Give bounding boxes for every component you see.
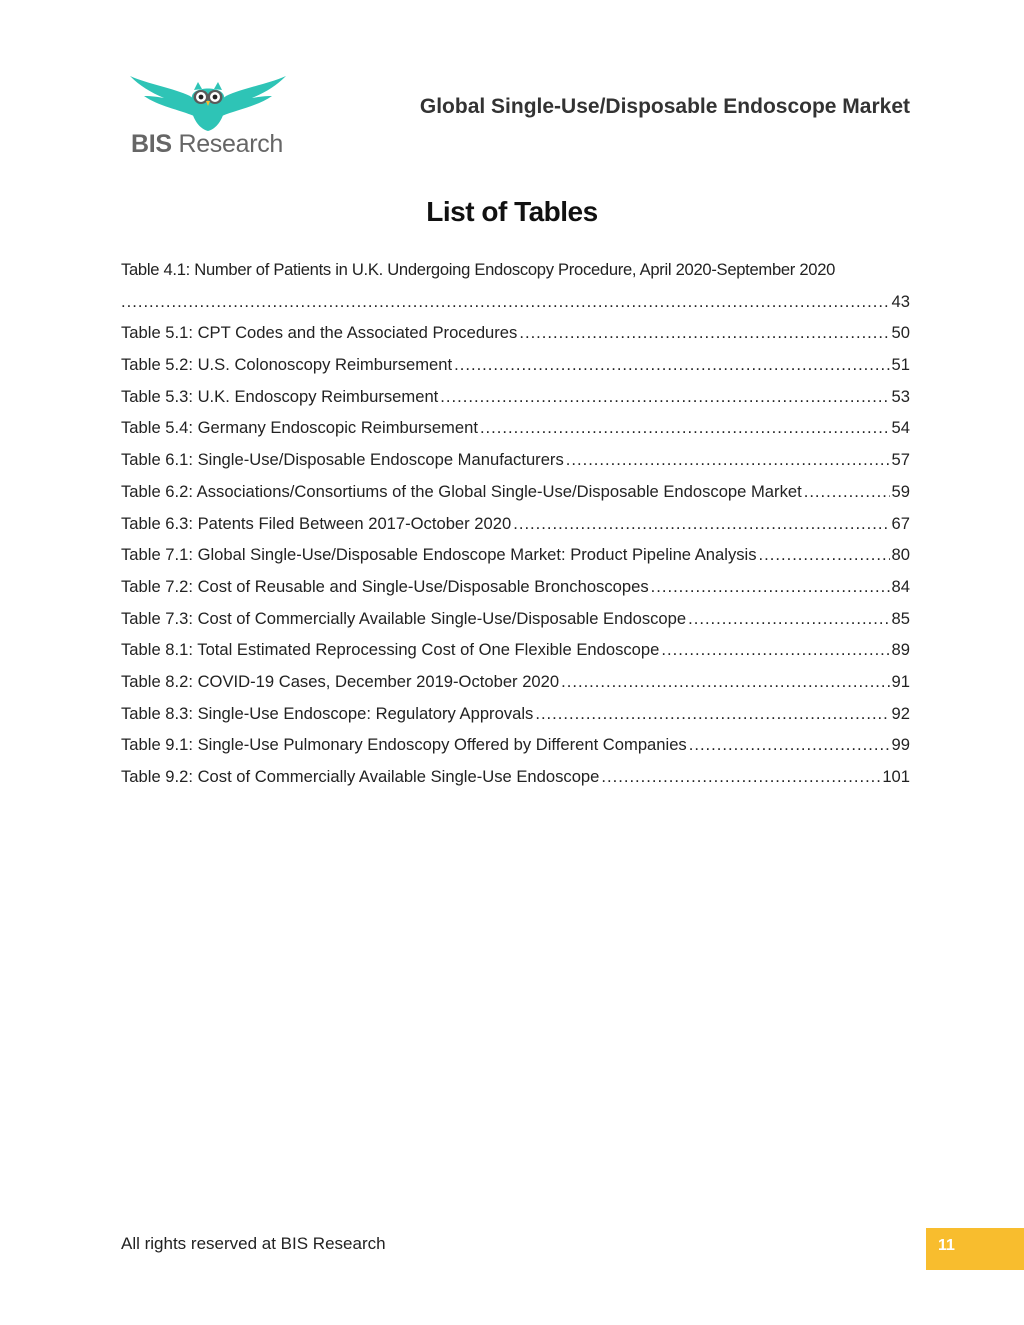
toc-entry-page: 85 bbox=[891, 608, 910, 628]
toc-entry[interactable] bbox=[121, 638, 910, 670]
page-number-badge bbox=[926, 1228, 1024, 1270]
toc-entry-page: 50 bbox=[891, 323, 910, 343]
toc-leader bbox=[513, 512, 889, 536]
toc-leader bbox=[759, 543, 890, 567]
toc-entry-page: 67 bbox=[891, 513, 910, 533]
toc-leader bbox=[689, 733, 890, 757]
toc-entry-page: 53 bbox=[891, 386, 910, 406]
toc-leader bbox=[519, 321, 889, 345]
report-title: Global Single-Use/Disposable Endoscope Market bbox=[419, 95, 910, 118]
toc-entry[interactable] bbox=[121, 702, 910, 734]
toc-leader bbox=[804, 480, 890, 504]
toc-entry-page: 91 bbox=[891, 671, 910, 691]
page-title: List of Tables bbox=[426, 196, 598, 227]
logo-brand-bold: BIS bbox=[131, 130, 172, 158]
toc-entry-page: 89 bbox=[891, 640, 910, 660]
toc-entry[interactable] bbox=[121, 670, 910, 702]
toc-entry-label: Table 4.1: Number of Patients in U.K. Undergoing Endoscopy Procedure, April 2020-September 2020 bbox=[121, 260, 836, 279]
owl-icon bbox=[128, 70, 288, 132]
toc-entry-label: Table 8.3: Single-Use Endoscope: Regulatory Approvals bbox=[121, 703, 534, 723]
toc-entry-label: Table 9.1: Single-Use Pulmonary Endoscopy Offered by Different Companies bbox=[121, 735, 687, 755]
toc-entry-label: Table 8.2: COVID-19 Cases, December 2019-October 2020 bbox=[121, 671, 560, 691]
toc-leader bbox=[651, 575, 890, 599]
toc-entry[interactable] bbox=[121, 765, 910, 797]
toc-entry[interactable] bbox=[121, 416, 910, 448]
toc-leader bbox=[561, 670, 889, 694]
toc-entry-page: 84 bbox=[891, 576, 910, 596]
toc-entry-label: Table 8.1: Total Estimated Reprocessing Cost of One Flexible Endoscope bbox=[121, 640, 660, 660]
toc-entry-label: Table 5.4: Germany Endoscopic Reimbursement bbox=[121, 418, 478, 438]
toc-entry-page: 43 bbox=[891, 291, 910, 311]
toc-entry[interactable] bbox=[121, 258, 910, 290]
toc-entry-label: Table 5.2: U.S. Colonoscopy Reimbursement bbox=[121, 355, 453, 375]
toc-entry[interactable] bbox=[121, 480, 910, 512]
toc-entry-page: 59 bbox=[891, 481, 910, 501]
footer-copyright: All rights reserved at BIS Research bbox=[121, 1234, 386, 1253]
toc-entry-label: Table 7.1: Global Single-Use/Disposable Endoscope Market: Product Pipeline Analysis bbox=[121, 545, 757, 565]
toc-leader bbox=[566, 448, 890, 472]
toc-leader bbox=[480, 416, 890, 440]
list-of-tables bbox=[121, 258, 910, 797]
toc-entry-label: Table 7.3: Cost of Commercially Available Single-Use/Disposable Endoscope bbox=[121, 608, 687, 628]
toc-leader bbox=[121, 290, 890, 314]
toc-entry[interactable] bbox=[121, 543, 910, 575]
toc-entry-page: 57 bbox=[891, 450, 910, 470]
toc-leader bbox=[535, 702, 889, 726]
toc-entry-label: Table 9.2: Cost of Commercially Available Single-Use Endoscope bbox=[121, 767, 600, 786]
toc-entry[interactable] bbox=[121, 321, 910, 353]
toc-entry[interactable] bbox=[121, 607, 910, 639]
toc-entry-page: 51 bbox=[891, 355, 910, 375]
toc-entry[interactable] bbox=[121, 353, 910, 385]
toc-entry-label: Table 5.1: CPT Codes and the Associated Procedures bbox=[121, 323, 518, 343]
toc-entry-page: 99 bbox=[891, 735, 910, 755]
toc-entry[interactable] bbox=[121, 575, 910, 607]
toc-leader bbox=[661, 638, 889, 662]
toc-entry[interactable] bbox=[121, 448, 910, 480]
page-number: 11 bbox=[938, 1237, 955, 1254]
toc-leader bbox=[601, 765, 880, 789]
toc-entry[interactable] bbox=[121, 733, 910, 765]
toc-entry-page: 92 bbox=[891, 703, 910, 723]
logo-brand-light: Research bbox=[178, 130, 284, 158]
logo-wordmark bbox=[131, 130, 283, 159]
toc-leader bbox=[688, 607, 889, 631]
toc-leader bbox=[454, 353, 889, 377]
toc-entry[interactable] bbox=[121, 512, 910, 544]
bis-research-logo bbox=[128, 70, 288, 165]
toc-entry-label: Table 6.1: Single-Use/Disposable Endoscope Manufacturers bbox=[121, 450, 564, 470]
toc-entry-page: 101 bbox=[882, 767, 910, 786]
toc-entry-label: Table 7.2: Cost of Reusable and Single-Use/Disposable Bronchoscopes bbox=[121, 576, 649, 596]
toc-entry-page: 80 bbox=[891, 545, 910, 565]
toc-entry-continuation[interactable] bbox=[121, 290, 910, 322]
toc-entry-page: 54 bbox=[891, 418, 910, 438]
toc-leader bbox=[440, 385, 889, 409]
toc-entry[interactable] bbox=[121, 385, 910, 417]
toc-entry-label: Table 5.3: U.K. Endoscopy Reimbursement bbox=[121, 386, 439, 406]
toc-entry-label: Table 6.3: Patents Filed Between 2017-October 2020 bbox=[121, 513, 512, 533]
toc-entry-label: Table 6.2: Associations/Consortiums of the Global Single-Use/Disposable Endoscope Market bbox=[121, 481, 802, 501]
